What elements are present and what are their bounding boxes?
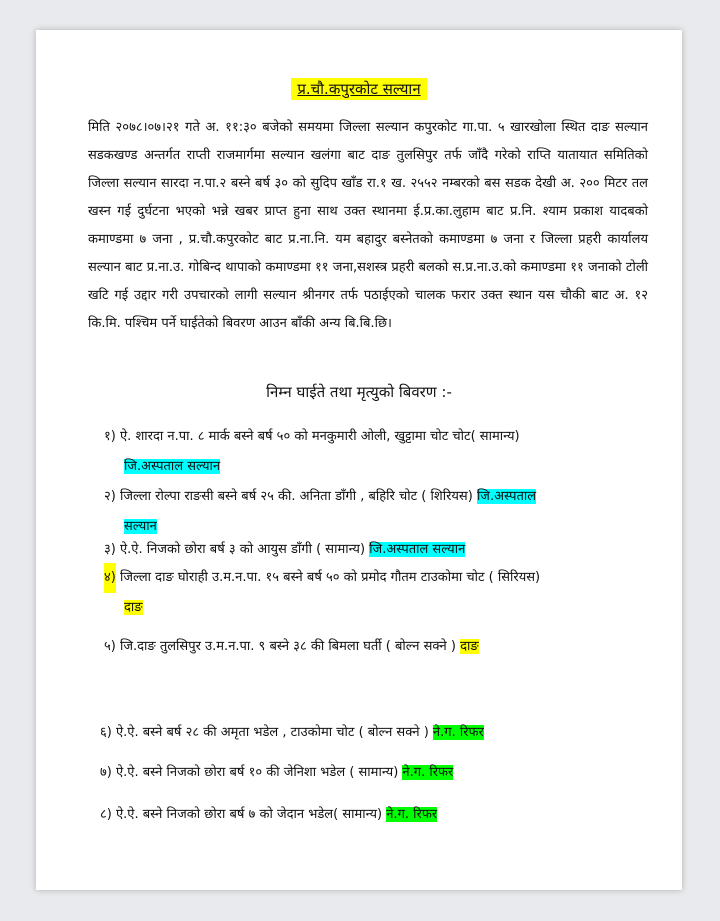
page-title: प्र.चौ.कपुरकोट सल्यान [291,78,426,100]
item-number: १) [104,429,116,444]
item-text: ऐ.ऐ. बस्ने निजको छोरा बर्ष ७ को जेदान भडेल( सामान्य) [115,807,383,822]
item-text: जि.दाङ तुलसिपुर उ.म.न.पा. ९ बस्ने ३८ की बिमला घर्ती ( बोल्न सक्ने ) [119,639,456,654]
item-number: ४) [104,563,116,593]
destination-tag: ने.ग. रिफर [386,807,438,822]
list-item [100,758,670,788]
list-item [100,718,670,748]
item-text: जिल्ला दाङ घोराही उ.म.न.पा. १५ बस्ने बर्ष ५० को प्रमोद गौतम टाउकोमा चोट ( सिरियस) [119,570,541,585]
list-item [100,800,670,830]
item-text: ऐ.ऐ. बस्ने बर्ष २८ की अमृता भडेल , टाउकोमा चोट ( बोल्न सक्ने ) [115,725,429,740]
destination-tag: ने.ग. रिफर [432,725,484,740]
destination-tag: ने.ग. रिफर [402,765,454,780]
list-item [104,482,664,542]
destination-tag: जि.अस्पताल सल्यान [124,459,221,474]
list-item [104,563,664,623]
destination-tag-continued: सल्यान [124,519,157,534]
destination-tag: दाङ [460,639,479,654]
destination-tag: जि.अस्पताल [476,489,537,504]
item-number: ८) [100,807,112,822]
list-item [104,422,664,482]
item-text: ऐ.ऐ. निजको छोरा बर्ष ३ को आयुस डाँगी ( सामान्य) [119,542,366,557]
item-number: ६) [100,725,112,740]
item-number: ३) [104,542,116,557]
destination-tag: दाङ [124,600,143,615]
list-item [104,535,664,565]
item-number: २) [104,489,116,504]
section-heading: निम्न घाईते तथा मृत्युको बिवरण :- [266,383,452,401]
item-text: जिल्ला रोल्पा राङसी बस्ने बर्ष २५ की. अनिता डाँगी , बहिरि चोट ( शिरियस) [119,489,473,504]
item-text: ऐ. शारदा न.पा. ८ मार्क बस्ने बर्ष ५० को मनकुमारी ओली, खुट्टामा चोट चोट( सामान्य) [119,429,520,444]
incident-paragraph: मिति २०७८।०७।२१ गते अ. ११:३० बजेको समयमा जिल्ला सल्यान कपुरकोट गा.पा. ५ खारखोला स्थित दाङ सल्यान सडकखण्ड अन्तर्गत राप्ती राजमार्गमा सल्यान खलंगा बाट दाङ तुलसिपुर तर्फ जाँदै गरेको राप्ति यातायात समितिको जिल्ला सल्यान सारदा न.पा.२ बस्ने बर्ष ३० को सुदिप खाँड रा.१ ख. २५५२ नम्बरको बस सडक देखी अ. २०० मिटर तल खस्न गई दुर्घटना भएको भन्ने खबर प्राप्त हुना साथ उक्त स्थानमा ई.प्र.का.लुहाम बाट प्र.नि. श्याम प्रकाश यादबको कमाण्डमा ७ जना , प्र.चौ.कपुरकोट बाट प्र.ना.नि. यम बहादुर बस्नेतको कमाण्डमा ७ जना र जिल्ला प्रहरी कार्यालय सल्यान बाट प्र.ना.उ. गोबिन्द थापाको कमाण्डमा ११ जना,सशस्त्र प्रहरी बलको स.प्र.ना.उ.को कमाण्डमा ११ जनाको टोली खटि गई उद्दार गरी उपचारको लागी सल्यान श्रीनगर तर्फ पठाईएको चालक फरार उक्त स्थान यस चौकी बाट अ. १२ कि.मि. पश्चिम पर्ने घाईतेको बिवरण आउन बाँकी अन्य बि.बि.छि। [88,120,648,331]
destination-tag: जि.अस्पताल सल्यान [369,542,466,557]
list-item [104,632,664,662]
document-page [36,30,682,890]
item-number: ५) [104,639,116,654]
item-text: ऐ.ऐ. बस्ने निजको छोरा बर्ष १० की जेनिशा भडेल ( सामान्य) [115,765,399,780]
item-number: ७) [100,765,112,780]
title-wrap [36,78,682,100]
